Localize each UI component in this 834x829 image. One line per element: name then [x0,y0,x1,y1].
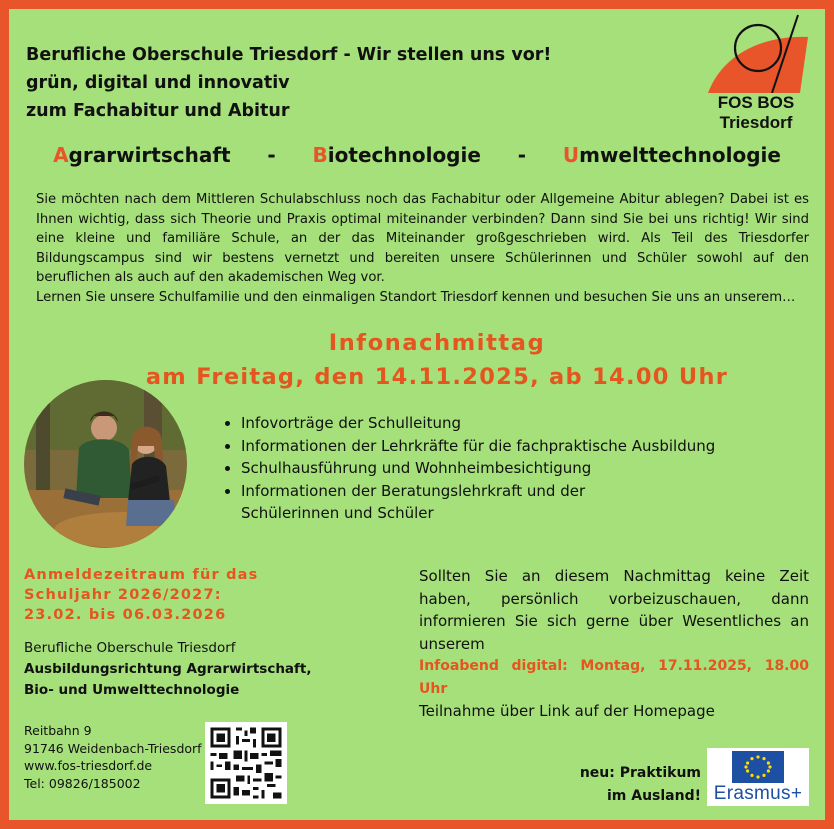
link-note: Teilnahme über Link auf der Homepage [419,702,715,720]
subject-u-rest: mwelttechnologie [579,143,781,167]
address-street: Reitbahn 9 [24,723,92,738]
school-branch-line-1: Ausbildungsrichtung Agrarwirtschaft, [24,661,312,677]
list-item: • Informationen der Beratungslehrkraft und der Schülerinnen und Schüler [241,480,601,525]
digital-info-evening: Infoabend digital: Montag, 17.11.2025, 18.00 Uhr [419,658,809,697]
event-title: Infonachmittag [328,330,546,356]
phone-number: Tel: 09826/185002 [24,775,141,791]
website-link[interactable]: www.fos-triesdorf.de [24,758,153,773]
school-branch-line-2: Bio- und Umwelttechnologie [24,682,240,698]
school-info [24,638,312,701]
school-name: Berufliche Oberschule Triesdorf [24,640,236,656]
header-line-3: zum Fachabitur und Abitur [26,101,290,121]
alternative-info [419,565,809,723]
registration-period [24,565,259,625]
registration-line-2: Schuljahr 2026/2027: [24,587,222,603]
internship-line-1: neu: Praktikum [579,765,701,781]
alternative-text: Sollten Sie an diesem Nachmittag keine Zeit haben, persönlich vorbeizuschauen, dann informieren Sie sich gerne über Wesentliches an unserem [419,567,809,653]
registration-line-1: Anmeldezeitraum für das [24,567,259,583]
internship-line-2: im Ausland! [606,787,701,804]
internship-abroad-note [548,762,701,807]
list-item: • Schulhausführung und Wohnheimbesichtigung [241,457,715,480]
erasmus-label: Erasmus+ [713,783,803,804]
logo-text-line-1: FOS BOS [717,93,795,112]
subject-b-initial: B [312,143,328,167]
logo-text-line-2: Triesdorf [719,113,793,132]
list-item: • Informationen der Lehrkräfte für die fachpraktische Ausbildung [241,435,715,458]
registration-line-3: 23.02. bis 06.03.2026 [24,607,227,623]
erasmus-logo [707,748,809,806]
header-line-1: Berufliche Oberschule Triesdorf - Wir stellen uns vor! [26,45,552,65]
list-item: • Infovorträge der Schulleitung [241,412,715,435]
logo-mark-icon [700,13,812,93]
subject-separator: - [517,143,527,167]
subject-a-rest: grarwirtschaft [68,143,231,167]
subject-u-initial: U [562,143,580,167]
address-city: 91746 Weidenbach-Triesdorf [24,740,202,756]
subject-a-initial: A [53,143,69,167]
eu-flag-icon [707,748,809,784]
intro-paragraph-2: Lernen Sie unsere Schulfamilie und den einmaligen Standort Triesdorf kennen und besuchen Sie uns an unserem… [36,289,796,305]
intro-paragraph-1: Sie möchten nach dem Mittleren Schulabschluss noch das Fachabitur oder Allgemeine Abitur ablegen? Dabei ist es Ihnen wichtig, dass sich Theorie und Praxis optimal miteinander verbinden? Dann sind Sie bei uns richtig! Wir sind eine kleine und familiäre Schule, an der das Miteinander großgeschrieben wird. Als Teil des Triesdorfer Bildungscampus sind wir bestens vernetzt und bereiten unsere Schülerinnen und Schüler sowohl auf den beruflichen als auch auf den akademischen Weg vor. [36,192,809,286]
qr-code-icon [205,722,287,804]
event-date: am Freitag, den 14.11.2025, ab 14.00 Uhr [145,364,729,390]
intro-text [36,190,809,308]
students-photo [24,380,187,548]
event-agenda-list [219,412,715,525]
qr-code[interactable] [205,722,287,804]
students-photo-image [24,380,187,548]
school-logo [700,13,812,143]
header-line-2: grün, digital und innovativ [26,73,290,93]
contact-address [24,722,202,792]
subject-b-rest: iotechnologie [327,143,481,167]
subject-separator: - [267,143,276,167]
subjects-line [0,143,834,167]
